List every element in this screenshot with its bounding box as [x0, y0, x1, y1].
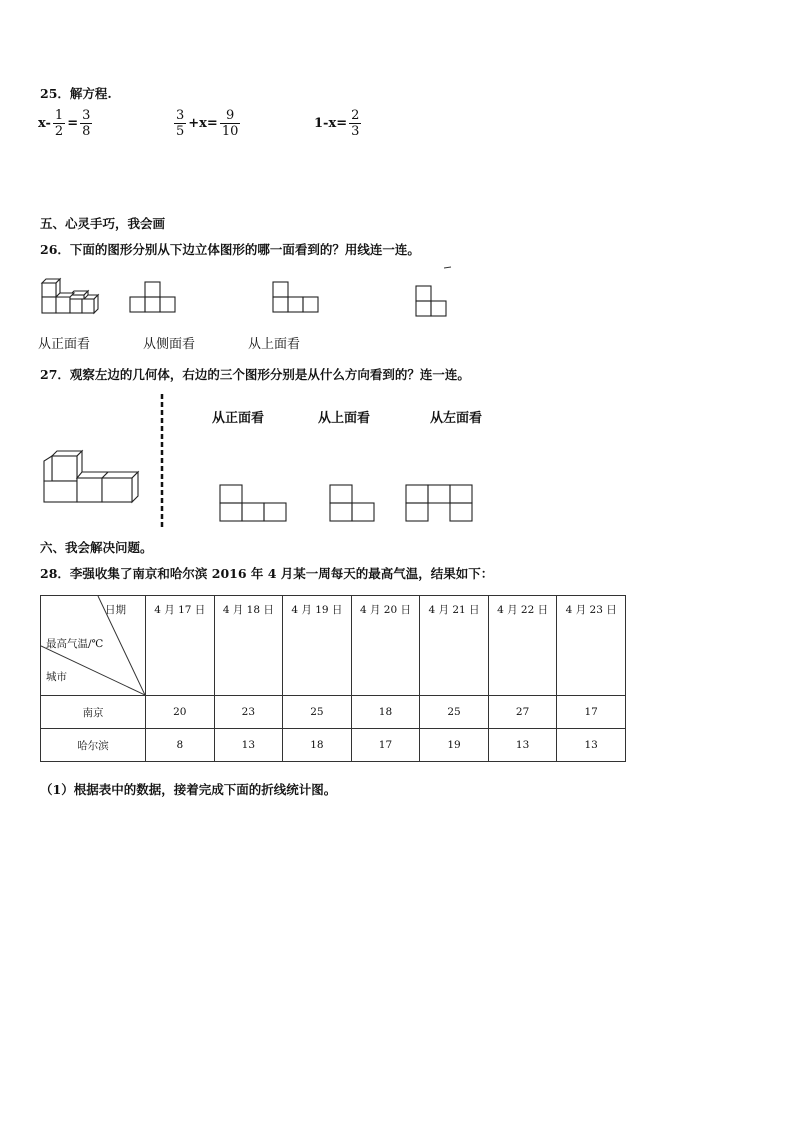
eq1-fraction-2: $\frac{3}{8}$: [82, 108, 91, 139]
eq2-fraction-1: $\frac{3}{5}$: [176, 108, 185, 139]
table-row: [41, 729, 626, 762]
q26-view-1: [129, 278, 177, 318]
q27-label-left: 从左面看: [430, 411, 483, 426]
eq1-op: =: [67, 116, 79, 131]
temp-cell: 23: [214, 696, 283, 729]
temp-cell: 13: [557, 729, 626, 762]
date-header: 4 月 17 日: [146, 596, 215, 696]
eq2-mid: +x=: [188, 116, 218, 131]
temp-cell: 13: [214, 729, 283, 762]
date-header: 4 月 20 日: [351, 596, 420, 696]
eq3-fraction-1: $\frac{2}{3}$: [351, 108, 360, 139]
city-cell: 南京: [41, 696, 146, 729]
equation-3: [314, 108, 363, 139]
q27-view-3: [404, 483, 476, 525]
temp-cell: 17: [557, 696, 626, 729]
temp-cell: 20: [146, 696, 215, 729]
table-header-row: [41, 596, 626, 696]
eq1-prefix: x-: [38, 116, 51, 131]
date-header: 4 月 22 日: [488, 596, 557, 696]
q27-dashed-divider: [158, 392, 166, 532]
q27-label-top: 从上面看: [318, 411, 371, 426]
temp-cell: 17: [351, 729, 420, 762]
temp-cell: 19: [420, 729, 489, 762]
city-cell: 哈尔滨: [41, 729, 146, 762]
temp-cell: 18: [283, 729, 352, 762]
date-header: 4 月 21 日: [420, 596, 489, 696]
q25-title: 25．解方程.: [40, 86, 112, 101]
corner-temp-label: 最高气温/℃: [46, 638, 104, 650]
table-corner-cell: [41, 596, 146, 696]
q27-title: 27．观察左边的几何体，右边的三个图形分别是从什么方向看到的？连一连。: [40, 367, 470, 382]
q26-solid-figure: [38, 275, 100, 317]
temp-cell: 25: [420, 696, 489, 729]
q28-title: 28．李强收集了南京和哈尔滨 2016 年 4 月某一周每天的最高气温，结果如下：: [40, 566, 494, 581]
temp-cell: 25: [283, 696, 352, 729]
q27-view-1: [218, 483, 288, 525]
stray-mark: [444, 266, 452, 270]
q27-label-front: 从正面看: [212, 411, 265, 426]
temp-cell: 8: [146, 729, 215, 762]
date-header: 4 月 18 日: [214, 596, 283, 696]
q28-sub1: （1）根据表中的数据，接着完成下面的折线统计图。: [40, 782, 337, 797]
temperature-table: [40, 595, 626, 762]
eq2-fraction-2: $\frac{9}{10}$: [221, 108, 239, 139]
q26-title: 26．下面的图形分别从下边立体图形的哪一面看到的？用线连一连。: [40, 242, 420, 257]
q26-view-3: [414, 284, 448, 320]
date-header: 4 月 19 日: [283, 596, 352, 696]
table-row: [41, 696, 626, 729]
q27-solid-figure: [40, 448, 144, 508]
equation-1: [38, 108, 94, 139]
q26-view-2: [271, 280, 321, 318]
corner-date-label: 日期: [105, 604, 126, 616]
date-header: 4 月 23 日: [557, 596, 626, 696]
eq1-fraction-1: $\frac{1}{2}$: [54, 108, 64, 139]
temp-cell: 18: [351, 696, 420, 729]
temp-cell: 27: [488, 696, 557, 729]
section6-title: 六、我会解决问题。: [40, 540, 153, 555]
q26-label-top: 从上面看: [248, 337, 301, 352]
temp-cell: 13: [488, 729, 557, 762]
q26-label-front: 从正面看: [38, 337, 91, 352]
eq3-prefix: 1-x=: [314, 116, 348, 131]
corner-city-label: 城市: [46, 671, 67, 683]
equation-2: [172, 108, 242, 139]
section5-title: 五、心灵手巧，我会画: [40, 216, 166, 231]
q26-label-side: 从侧面看: [143, 337, 196, 352]
q27-view-2: [328, 483, 376, 525]
